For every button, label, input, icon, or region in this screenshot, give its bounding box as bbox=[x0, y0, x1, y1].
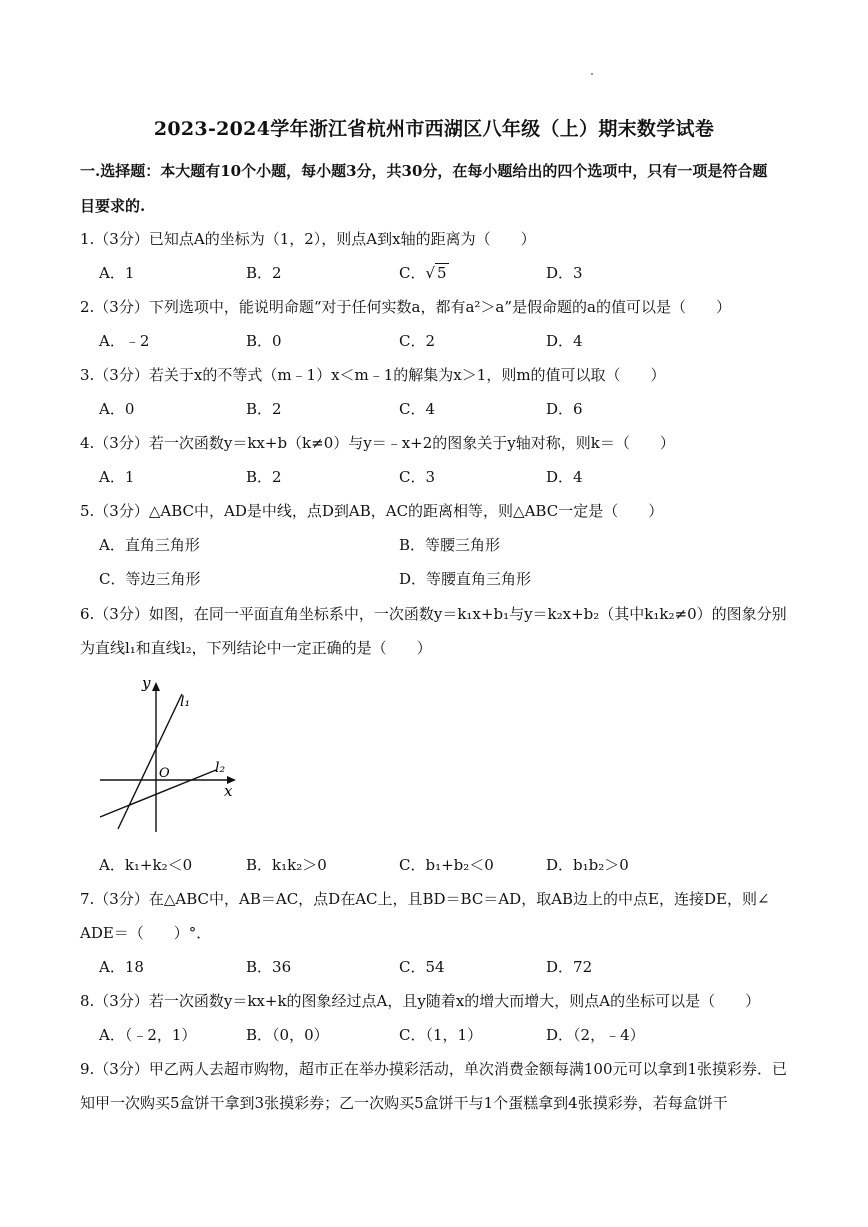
q6-option-d: D．b₁b₂＞0 bbox=[546, 856, 629, 874]
q8-option-a: A．（﹣2，1） bbox=[99, 1026, 197, 1044]
question-4-options bbox=[99, 466, 799, 488]
q6-graph-svg bbox=[96, 672, 246, 837]
question-8-stem: 8.（3分）若一次函数y＝kx+k的图象经过点A，且y随着x的增大而增大，则点A的坐标可以是（ ） bbox=[80, 992, 761, 1010]
page-speck bbox=[591, 73, 593, 75]
q6-figure bbox=[96, 672, 246, 837]
question-9-stem-line1: 9.（3分）甲乙两人去超市购物，超市正在举办摸彩活动，单次消费金额每满100元可以拿到1张摸彩券．已 bbox=[80, 1060, 788, 1078]
q6-option-b: B．k₁k₂＞0 bbox=[246, 856, 327, 874]
q1-option-a: A．1 bbox=[99, 264, 135, 282]
q6-option-c: C．b₁+b₂＜0 bbox=[399, 856, 494, 874]
q3-option-b: B．2 bbox=[246, 400, 282, 418]
q1-option-d: D．3 bbox=[546, 264, 583, 282]
q2-option-c: C．2 bbox=[399, 332, 436, 350]
section-heading-line1: 一.选择题：本大题有10个小题，每小题3分，共30分，在每小题给出的四个选项中，只有一项是符合题 bbox=[80, 162, 768, 180]
q7-option-a: A．18 bbox=[99, 958, 144, 976]
question-6-stem-line2: 为直线l₁和直线l₂，下列结论中一定正确的是（ ） bbox=[80, 639, 432, 657]
question-6-stem-line1: 6.（3分）如图，在同一平面直角坐标系中，一次函数y＝k₁x+b₁与y＝k₂x+b₂（其中k₁k₂≠0）的图象分别 bbox=[80, 605, 787, 623]
page-title: 2023-2024学年浙江省杭州市西湖区八年级（上）期末数学试卷 bbox=[153, 118, 715, 140]
fig-label-origin: O bbox=[159, 766, 170, 781]
fig-label-y: y bbox=[142, 674, 151, 692]
question-1-stem: 1.（3分）已知点A的坐标为（1，2），则点A到x轴的距离为（ ） bbox=[80, 230, 536, 248]
question-2-stem: 2.（3分）下列选项中，能说明命题“对于任何实数a，都有a²＞a”是假命题的a的值可以是（ ） bbox=[80, 298, 731, 316]
q4-option-b: B．2 bbox=[246, 468, 282, 486]
q2-option-a: A．﹣2 bbox=[99, 332, 150, 350]
question-2-options bbox=[99, 330, 799, 352]
question-7-options bbox=[99, 956, 799, 978]
q3-option-a: A．0 bbox=[99, 400, 135, 418]
line-l2 bbox=[100, 770, 216, 817]
q1-option-c-radicand: 5 bbox=[437, 264, 447, 282]
q1-option-c-prefix: C． bbox=[399, 264, 426, 282]
q7-option-d: D．72 bbox=[546, 958, 593, 976]
q3-option-d: D．6 bbox=[546, 400, 583, 418]
q1-option-c bbox=[399, 262, 449, 283]
question-8-options bbox=[99, 1024, 799, 1046]
q1-option-b: B．2 bbox=[246, 264, 282, 282]
q2-option-b: B．0 bbox=[246, 332, 282, 350]
q8-option-b: B．（0，0） bbox=[246, 1026, 329, 1044]
line-l1 bbox=[118, 694, 182, 829]
q3-option-c: C．4 bbox=[399, 400, 436, 418]
q4-option-a: A．1 bbox=[99, 468, 135, 486]
question-5-stem: 5.（3分）△ABC中，AD是中线，点D到AB，AC的距离相等，则△ABC一定是（ ） bbox=[80, 502, 664, 520]
question-9-stem-line2: 知甲一次购买5盒饼干拿到3张摸彩券；乙一次购买5盒饼干与1个蛋糕拿到4张摸彩券，若每盒饼干 bbox=[80, 1094, 728, 1112]
q4-option-d: D．4 bbox=[546, 468, 583, 486]
question-5-options-row2 bbox=[99, 568, 799, 590]
q7-option-c: C．54 bbox=[399, 958, 445, 976]
q2-option-d: D．4 bbox=[546, 332, 583, 350]
q5-option-a: A．直角三角形 bbox=[99, 536, 200, 554]
question-4-stem: 4.（3分）若一次函数y＝kx+b（k≠0）与y＝﹣x+2的图象关于y轴对称，则k＝（ ） bbox=[80, 434, 675, 452]
q6-option-a: A．k₁+k₂＜0 bbox=[99, 856, 193, 874]
q4-option-c: C．3 bbox=[399, 468, 436, 486]
section-heading-line2: 目要求的. bbox=[80, 197, 146, 215]
fig-label-l2: l₂ bbox=[215, 760, 226, 776]
q8-option-d: D．（2，﹣4） bbox=[546, 1026, 645, 1044]
y-axis-arrow bbox=[152, 682, 160, 691]
question-7-stem-line1: 7.（3分）在△ABC中，AB＝AC，点D在AC上，且BD＝BC＝AD，取AB边上的中点E，连接DE，则∠ bbox=[80, 890, 770, 908]
q5-option-d: D．等腰直角三角形 bbox=[399, 570, 532, 588]
fig-label-l1: l₁ bbox=[180, 694, 191, 710]
q5-option-c: C．等边三角形 bbox=[99, 570, 201, 588]
fig-label-x: x bbox=[224, 782, 233, 800]
sqrt-symbol: √ 5 bbox=[425, 264, 447, 282]
question-3-options bbox=[99, 398, 799, 420]
question-7-stem-line2: ADE＝（ ）°． bbox=[80, 924, 212, 942]
question-1-options bbox=[99, 262, 799, 284]
question-3-stem: 3.（3分）若关于x的不等式（m﹣1）x＜m﹣1的解集为x＞1，则m的值可以取（ ） bbox=[80, 366, 666, 384]
q7-option-b: B．36 bbox=[246, 958, 292, 976]
q8-option-c: C．（1，1） bbox=[399, 1026, 483, 1044]
question-5-options-row1 bbox=[99, 534, 799, 556]
question-6-options bbox=[99, 854, 799, 876]
q5-option-b: B．等腰三角形 bbox=[399, 536, 501, 554]
